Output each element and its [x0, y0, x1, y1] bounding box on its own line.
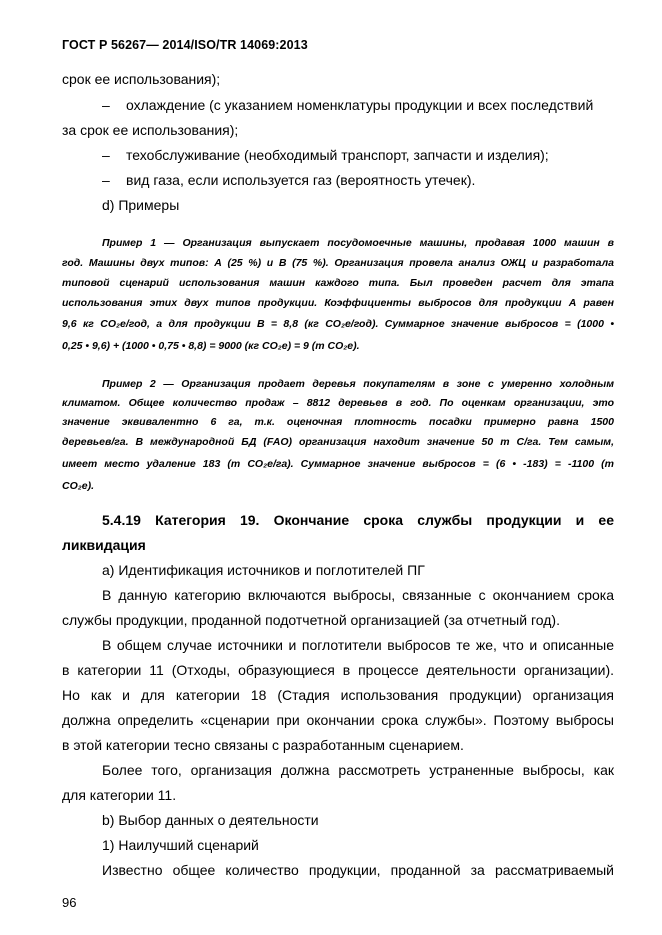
subheading-b: b) Выбор данных о деятельности: [102, 812, 319, 828]
example2-line: имеет место удаление 183 (т СО₂е/га). Суммарное значение выбросов = (6 • -183) = -1100 (т: [62, 458, 614, 470]
paragraph-line: Но как и для категории 18 (Стадия использования продукции) организация: [62, 687, 614, 703]
example2-line: климатом. Общее количество продаж – 8812 деревьев в год. По оценкам организации, это: [62, 397, 614, 409]
example1-line: 9,6 кг СО₂е/год, а для продукции В = 8,8 (кг СО₂е/год). Суммарное значение выбросов = (1000 •: [62, 318, 614, 330]
list-dash: –: [102, 147, 110, 163]
example1-line: использования этих двух типов продукции. Коэффициенты выбросов для продукции А равен: [62, 297, 614, 309]
list-item-text: техобслуживание (необходимый транспорт, запчасти и изделия);: [126, 147, 549, 163]
paragraph-line: службы продукции, проданной подотчетной организацией (за отчетный год).: [62, 612, 560, 628]
paragraph-line: В данную категорию включаются выбросы, связанные с окончанием срока: [102, 587, 614, 603]
paragraph-line: должна определить «сценарии при окончании срока службы». Поэтому выбросы: [62, 712, 614, 728]
section-heading-cont: ликвидация: [62, 537, 146, 553]
list-item-examples: d) Примеры: [102, 197, 180, 213]
list-item-text: охлаждение (с указанием номенклатуры продукции и всех последствий: [126, 97, 594, 113]
list-dash: –: [102, 97, 110, 113]
example1-line: год. Машины двух типов: А (25 %) и В (75 %). Организация провела анализ ОЖЦ и разработала: [62, 257, 614, 269]
subheading-a: a) Идентификация источников и поглотителей ПГ: [102, 562, 425, 578]
paragraph-line: в категории 11 (Отходы, образующиеся в процессе деятельности организации).: [62, 662, 614, 678]
list-item-text: вид газа, если используется газ (вероятность утечек).: [126, 172, 476, 188]
paragraph-line: Известно общее количество продукции, проданной за рассматриваемый: [102, 862, 614, 878]
section-heading: 5.4.19 Категория 19. Окончание срока службы продукции и ее: [102, 512, 614, 528]
example2-line: значение эквивалентно 6 га, т.к. оценочная плотность посадки примерно равна 1500: [62, 416, 614, 428]
paragraph-line: в этой категории тесно связаны с разработанным сценарием.: [62, 737, 464, 753]
list-item: [102, 96, 593, 114]
paragraph-line: для категории 11.: [62, 787, 177, 803]
text-line: срок ее использования);: [62, 71, 221, 87]
list-item: [102, 146, 549, 164]
example2-line: деревьев/га. В международной БД (FAO) организация находит значение 50 т С/га. Тем самым,: [62, 436, 614, 448]
paragraph-line: Более того, организация должна рассмотреть устраненные выбросы, как: [102, 762, 614, 778]
list-dash: –: [102, 172, 110, 188]
example2-line: Пример 2 — Организация продает деревья покупателям в зоне с умеренно холодным: [102, 378, 614, 390]
example2-line: СО₂е).: [62, 480, 95, 492]
page-number: 96: [62, 895, 77, 910]
example1-line: Пример 1 — Организация выпускает посудомоечные машины, продавая 1000 машин в: [102, 237, 614, 249]
example1-line: типовой сценарий использования машин каждого типа. Был проведен расчет для этапа: [62, 277, 614, 289]
paragraph-line: В общем случае источники и поглотители выбросов те же, что и описанные: [102, 637, 614, 653]
document-header: ГОСТ Р 56267— 2014/ISO/TR 14069:2013: [62, 38, 308, 52]
list-item: [102, 171, 475, 189]
subheading-1: 1) Наилучший сценарий: [102, 837, 259, 853]
example1-line: 0,25 • 9,6) + (1000 • 0,75 • 8,8) = 9000 (кг СО₂е) = 9 (т СО₂е).: [62, 340, 360, 352]
text-line: за срок ее использования);: [62, 122, 239, 138]
